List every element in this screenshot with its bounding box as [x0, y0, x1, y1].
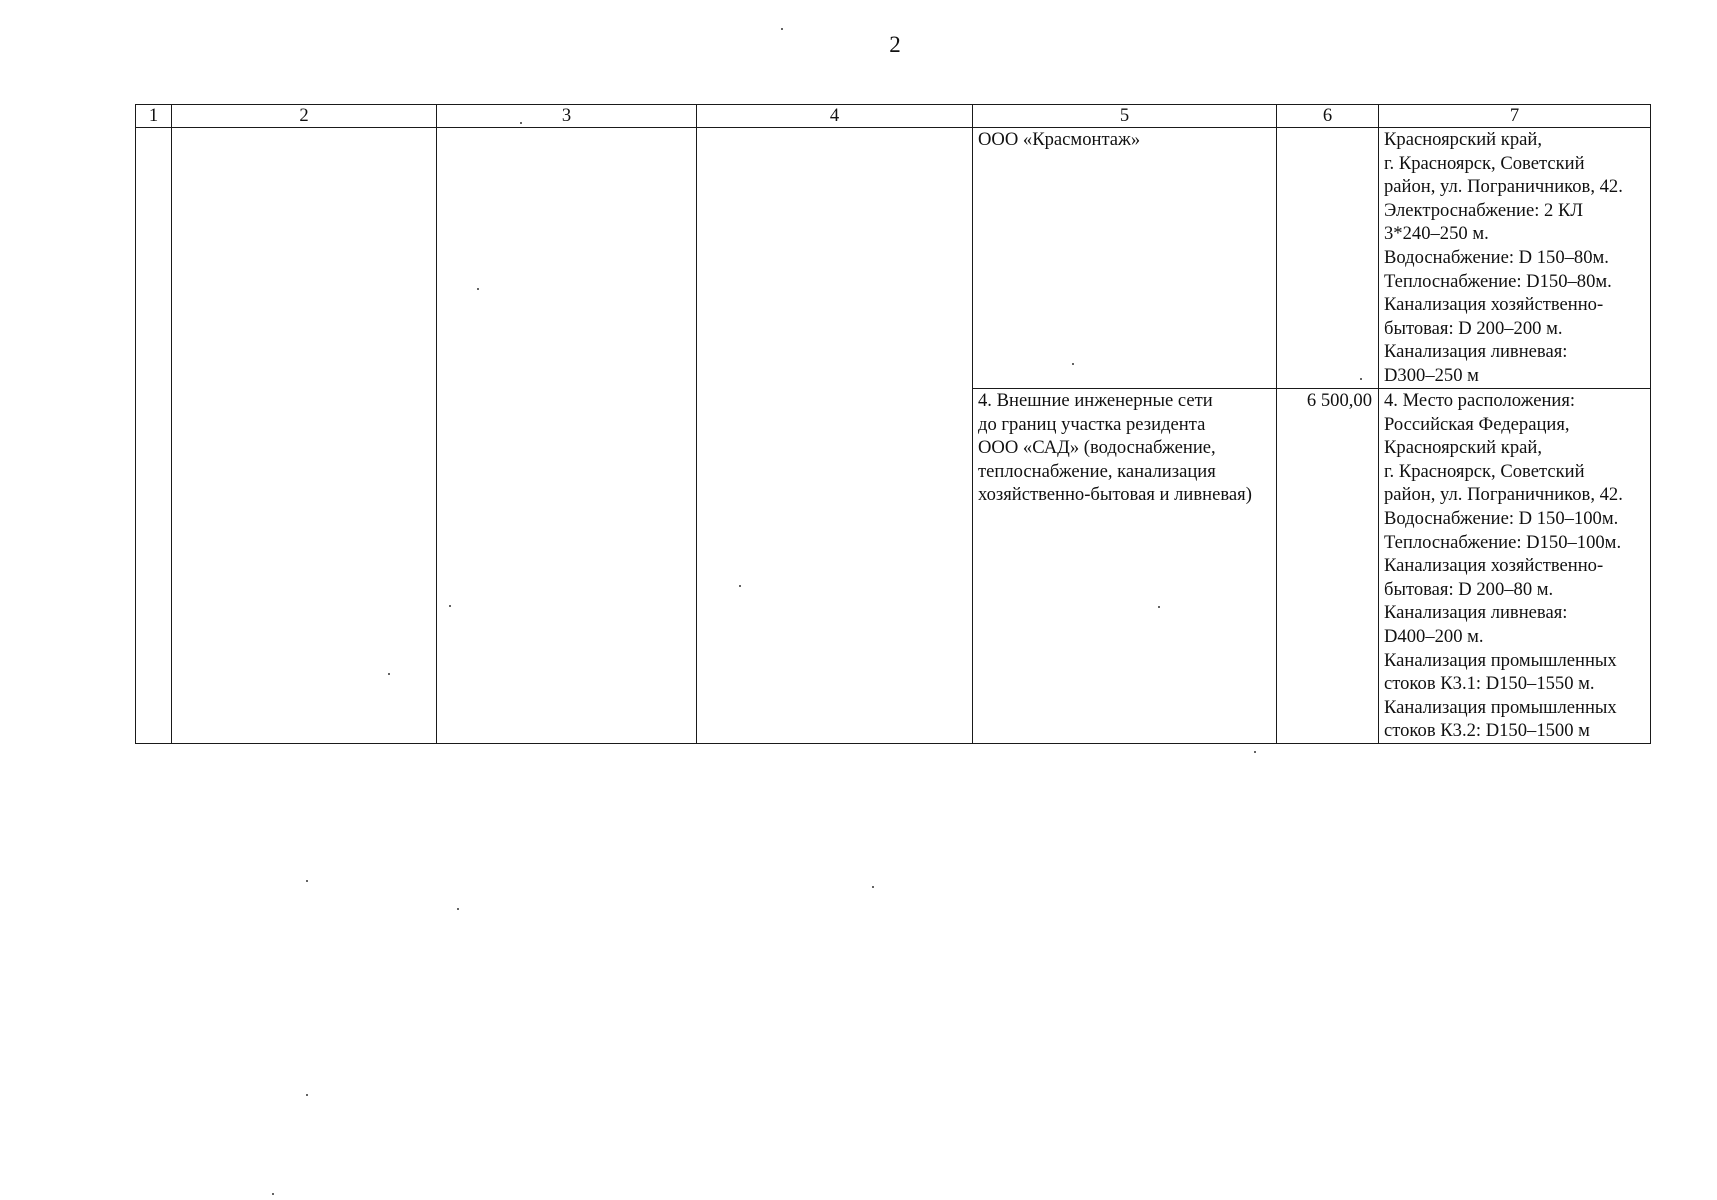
scan-speck	[1254, 751, 1256, 753]
cell-col5	[973, 128, 1277, 389]
scan-speck	[1360, 378, 1362, 380]
cell-col6	[1277, 128, 1379, 389]
scan-speck	[477, 288, 479, 290]
cell-col7-text: Красноярский край, г. Красноярск, Советский район, ул. Пограничников, 42. Электроснабжение: 2 КЛ 3*240–250 м. Водоснабжение: D 150–80м. Теплоснабжение: D150–80м. Канализация хозяйственно- бытовая: D 200–200 м. Канализация ливневая: D300–250 м	[1384, 129, 1623, 386]
cell-col6	[1277, 389, 1379, 744]
header-cell-4: 4	[697, 105, 973, 128]
scan-speck	[388, 673, 390, 675]
cell-col7	[1379, 128, 1651, 389]
header-cell-6: 6	[1277, 105, 1379, 128]
scan-speck	[457, 908, 459, 910]
table-row	[136, 128, 1651, 389]
scan-speck	[872, 886, 874, 888]
header-cell-1: 1	[136, 105, 172, 128]
scan-speck	[306, 1094, 308, 1096]
header-cell-5: 5	[973, 105, 1277, 128]
cell-col3	[437, 128, 697, 744]
scan-speck	[306, 880, 308, 882]
document-table	[135, 104, 1651, 744]
scan-speck	[739, 585, 741, 587]
scan-speck	[781, 28, 783, 30]
cell-col2	[172, 128, 437, 744]
scan-speck	[520, 122, 522, 124]
cell-col4	[697, 128, 973, 744]
cell-col5	[973, 389, 1277, 744]
table-header-row	[136, 105, 1651, 128]
cell-col5-text: ООО «Красмонтаж»	[978, 129, 1141, 150]
cell-col1	[136, 128, 172, 744]
header-cell-2: 2	[172, 105, 437, 128]
scan-speck	[272, 1193, 274, 1195]
header-cell-7: 7	[1379, 105, 1651, 128]
scan-speck	[1158, 606, 1160, 608]
header-cell-3: 3	[437, 105, 697, 128]
scan-speck	[449, 605, 451, 607]
cell-col5-text: 4. Внешние инженерные сети до границ участка резидента ООО «САД» (водоснабжение, теплоснабжение, канализация хозяйственно-бытовая и ливневая)	[978, 390, 1252, 506]
cell-col7	[1379, 389, 1651, 744]
cell-col7-text: 4. Место расположения: Российская Федерация, Красноярский край, г. Красноярск, Советский район, ул. Пограничников, 42. Водоснабжение: D 150–100м. Теплоснабжение: D150–100м. Канализация хозяйственно- бытовая: D 200–80 м. Канализация ливневая: D400–200 м. Канализация промышленных стоков К3.1: D150–1550 м. Канализация промышленных стоков К3.2: D150–1500 м	[1384, 390, 1623, 742]
cell-col6-text: 6 500,00	[1306, 390, 1372, 411]
scan-speck	[1072, 363, 1074, 365]
page-number: 2	[889, 32, 901, 57]
